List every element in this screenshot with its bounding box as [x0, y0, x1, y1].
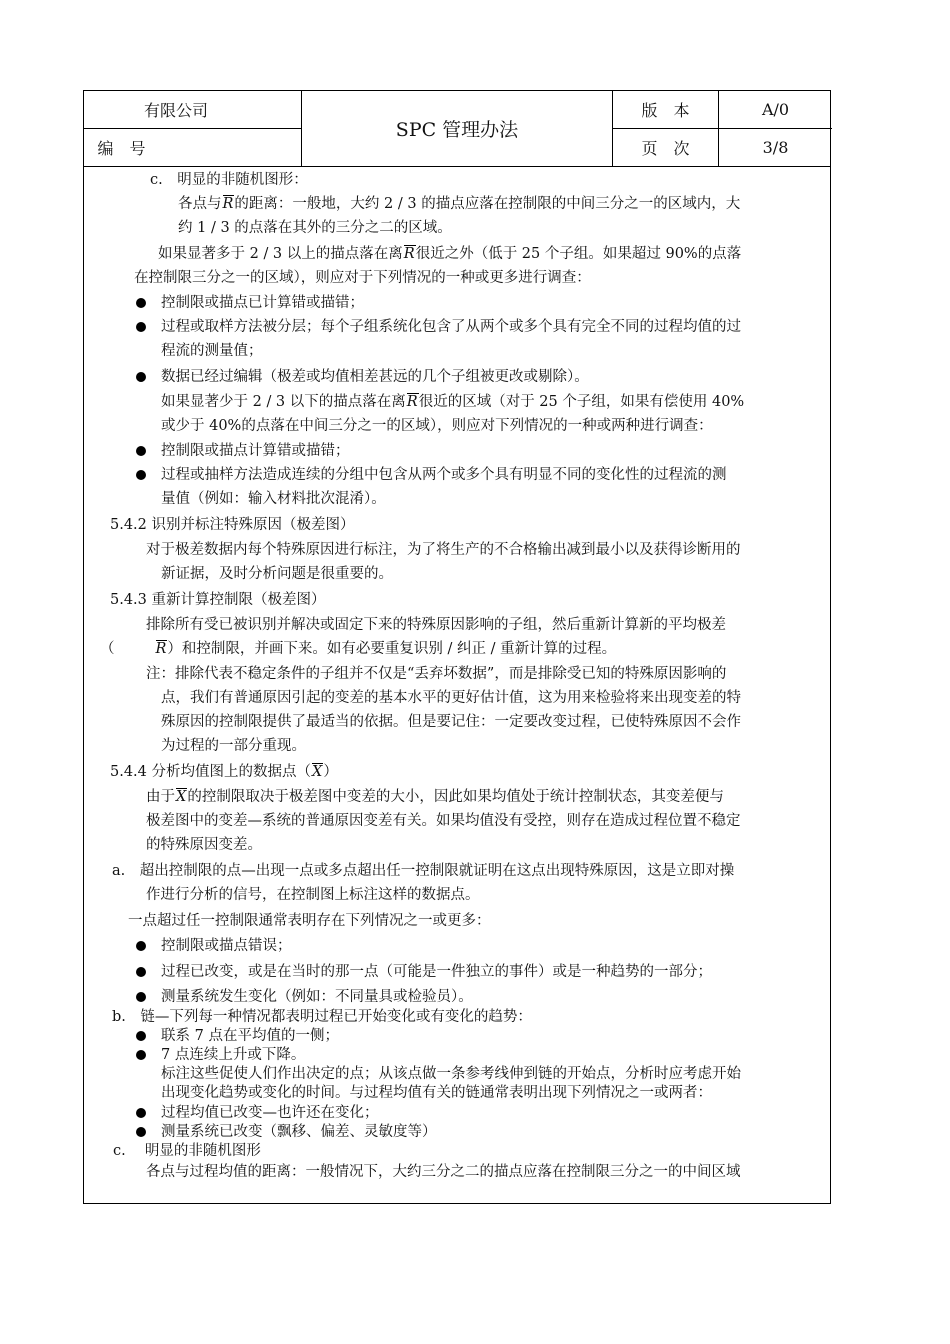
document-title: SPC 管理办法 [395, 119, 519, 141]
bullet-item: 过程或取样方法被分层；每个子组系统化包含了从两个或多个具有完全不同的过程均值的过 [161, 319, 741, 335]
r-bar-symbol: R [403, 246, 415, 262]
version-label: 版 本 [641, 101, 690, 120]
paragraph-line: 作进行分析的信号，在控制图上标注这样的数据点。 [146, 887, 480, 903]
bullet-continuation: 量值（例如：输入材料批次混淆）。 [161, 491, 386, 507]
bullet-item: 测量系统发生变化（例如：不同量具或检验员）。 [161, 989, 473, 1005]
bullet-item: 7 点连续上升或下降。 [161, 1047, 306, 1063]
paragraph-line: 各点与过程均值的距离：一般情况下，大约三分之二的描点应落在控制限三分之一的中间区域 [146, 1164, 741, 1180]
bullet-dot [136, 1031, 146, 1041]
section-heading: 5.4.4 分析均值图上的数据点（X） [110, 764, 338, 780]
bullet-dot [136, 446, 146, 456]
paragraph-line: 的特殊原因变差。 [146, 837, 262, 853]
bullet-dot [136, 1108, 146, 1118]
note-line: 点，我们有普通原因引起的变差的基本水平的更好估计值，这为用来检验将来出现变差的特 [161, 690, 741, 706]
paragraph-line: c. 明显的非随机图形： [150, 172, 308, 188]
r-bar-symbol: R [155, 641, 167, 657]
paragraph-line: 如果显著多于 2 / 3 以上的描点落在离R很近之外（低于 25 个子组。如果超过 90%的点落 [158, 246, 742, 262]
bullet-dot [136, 1127, 146, 1137]
bullet-dot [136, 322, 146, 332]
page-value: 3/8 [762, 138, 789, 157]
paragraph-line: 如果显著少于 2 / 3 以下的描点落在离R很近的区域（对于 25 个子组，如果有偿使用 40% [161, 394, 745, 410]
bullet-item: 测量系统已改变（飘移、偏差、灵敏度等） [161, 1124, 437, 1140]
bullet-dot [136, 372, 146, 382]
note-line: 注：排除代表不稳定条件的子组并不仅是“丢弃坏数据”，而是排除受已知的特殊原因影响的 [146, 666, 727, 682]
number-label: 编 号 [97, 139, 146, 158]
section-heading: 5.4.2 识别并标注特殊原因（极差图） [110, 517, 355, 533]
company-name: 有限公司 [144, 101, 209, 120]
bullet-dot [136, 298, 146, 308]
bullet-continuation: 程流的测量值； [161, 343, 263, 359]
bullet-dot [136, 967, 146, 977]
bullet-dot [136, 941, 146, 951]
list-item-a: a. 超出控制限的点—出现一点或多点超出任一控制限就证明在这点出现特殊原因，这是立即对操 [112, 863, 735, 879]
paragraph-line: 极差图中的变差—系统的普通原因变差有关。如果均值没有受控，则存在造成过程位置不稳定 [146, 813, 741, 829]
bullet-item: 过程均值已改变—也许还在变化； [161, 1105, 379, 1121]
version-value: A/0 [761, 100, 790, 119]
list-item-b: b. 链—下列每一种情况都表明过程已开始变化或有变化的趋势： [112, 1009, 532, 1025]
x-bar-symbol: X [312, 764, 323, 780]
bullet-item: 控制限或描点已计算错或描错； [161, 295, 364, 311]
paragraph-line: 新证据，及时分析问题是很重要的。 [161, 566, 393, 582]
page-label: 页 次 [641, 139, 690, 158]
paragraph-line: 出现变化趋势或变化的时间。与过程均值有关的链通常表明出现下列情况之一或两者： [161, 1085, 712, 1101]
note-line: 为过程的一部分重现。 [161, 738, 306, 754]
bullet-item: 控制限或描点计算错或描错； [161, 443, 350, 459]
bullet-dot [136, 992, 146, 1002]
r-bar-symbol: R [222, 196, 234, 212]
paragraph-line: 由于X的控制限取决于极差图中变差的大小，因此如果均值处于统计控制状态，其变差便与 [146, 789, 724, 805]
bullet-item: 过程或抽样方法造成连续的分组中包含从两个或多个具有明显不同的变化性的过程流的测 [161, 467, 727, 483]
bullet-item: 过程已改变，或是在当时的那一点（可能是一件独立的事件）或是一种趋势的一部分； [161, 964, 712, 980]
bullet-item: 联系 7 点在平均值的一侧； [161, 1028, 339, 1044]
section-heading: 5.4.3 重新计算控制限（极差图） [110, 592, 326, 608]
paragraph-line: （ R）和控制限，并画下来。如有必要重复识别 / 纠正 / 重新计算的过程。 [100, 641, 617, 657]
bullet-item: 数据已经过编辑（极差或均值相差甚远的几个子组被更改或剔除）。 [161, 369, 589, 385]
x-bar-symbol: X [176, 789, 187, 805]
paragraph-line: 或少于 40%的点落在中间三分之一的区域），则应对下列情况的一种或两种进行调查： [161, 418, 713, 434]
paragraph-line: 各点与R的距离：一般地，大约 2 / 3 的描点应落在控制限的中间三分之一的区域内，大 [178, 196, 741, 212]
note-line: 殊原因的控制限提供了最适当的依据。但是要记住：一定要改变过程，已使特殊原因不会作 [161, 714, 741, 730]
bullet-dot [136, 1050, 146, 1060]
header-table [84, 91, 830, 167]
bullet-dot [136, 470, 146, 480]
paragraph-line: 在控制限三分之一的区域），则应对于下列情况的一种或更多进行调查： [134, 270, 591, 286]
r-bar-symbol: R [406, 394, 418, 410]
paragraph-line: 排除所有受已被识别并解决或固定下来的特殊原因影响的子组，然后重新计算新的平均极差 [146, 617, 726, 633]
paragraph-line: 对于极差数据内每个特殊原因进行标注，为了将生产的不合格输出减到最小以及获得诊断用的 [146, 542, 741, 558]
paragraph-line: 一点超过任一控制限通常表明存在下列情况之一或更多： [128, 913, 491, 929]
paragraph-line: 约 1 / 3 的点落在其外的三分之二的区域。 [178, 220, 452, 236]
paragraph-line: 标注这些促使人们作出决定的点；从该点做一条参考线伸到链的开始点，分析时应考虑开始 [161, 1066, 741, 1082]
bullet-item: 控制限或描点错误； [161, 938, 292, 954]
list-item-c: c. 明显的非随机图形 [113, 1143, 261, 1159]
